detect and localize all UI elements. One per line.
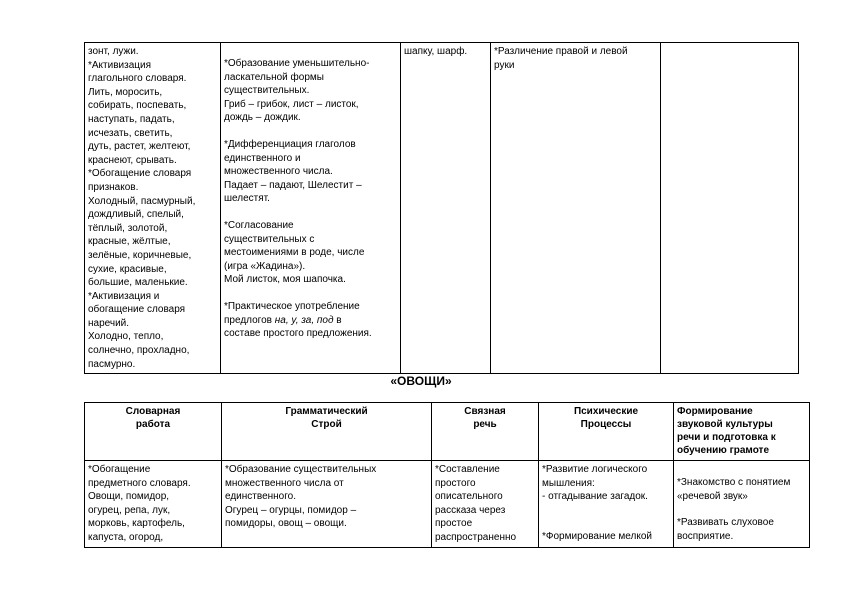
top-table: [84, 42, 799, 374]
vocabulary-cell: *Обогащение предметного словаря. Овощи, помидор, огурец, репа, лук, морковь, картофель, капуста, огород,: [85, 461, 222, 548]
grammar-cell: *Образование уменьшительно- ласкательной формы существительных. Гриб – грибок, лист – листок, дождь – дождик. *Дифференциация глаголов единственного и множественного числа. Падает – падают, Шелестит – шелестят. *Согласование существительных с местоимениями в роде, числе (игра «Жадина»). Мой листок, моя шапочка. *Практическое употребление предлогов на, у, за, под в составе простого предложения.: [221, 43, 401, 374]
header-mental-processes: Психические Процессы: [539, 403, 674, 461]
connected-speech-cell: шапку, шарф.: [401, 43, 491, 374]
header-grammar: Грамматический Строй: [222, 403, 432, 461]
header-sound-culture: Формирование звуковой культуры речи и подготовка к обучению грамоте: [674, 403, 810, 461]
grammar-cell: *Образование существительных множественного числа от единственного. Огурец – огурцы, помидор – помидоры, овощ – овощи.: [222, 461, 432, 548]
connected-speech-cell: *Составление простого описательного рассказа через простое распространенно: [432, 461, 539, 548]
bottom-table: [84, 402, 810, 548]
header-row: [85, 403, 810, 461]
vocabulary-cell: зонт, лужи. *Активизация глагольного словаря. Лить, моросить, собирать, поспевать, наступать, падать, исчезать, светить, дуть, растет, желтеют, краснеют, срывать. *Обогащение словаря признаков. Холодный, пасмурный, дождливый, спелый, тёплый, золотой, красные, жёлтые, зелёные, коричневые, сухие, красивые, большие, маленькие. *Активизация и обогащение словаря наречий. Холодно, тепло, солнечно, прохладно, пасмурно.: [85, 43, 221, 374]
table-row: [85, 461, 810, 548]
table-row: [85, 43, 799, 374]
sound-culture-cell: *Знакомство с понятием «речевой звук» *Развивать слуховое восприятие.: [674, 461, 810, 548]
mental-processes-cell: *Развитие логического мышления: - отгадывание загадок. *Формирование мелкой: [539, 461, 674, 548]
header-vocabulary: Словарная работа: [85, 403, 222, 461]
sound-culture-cell: [661, 43, 799, 374]
section-title: «ОВОЩИ»: [390, 374, 452, 388]
header-connected-speech: Связная речь: [432, 403, 539, 461]
mental-processes-cell: *Различение правой и левой руки: [491, 43, 661, 374]
